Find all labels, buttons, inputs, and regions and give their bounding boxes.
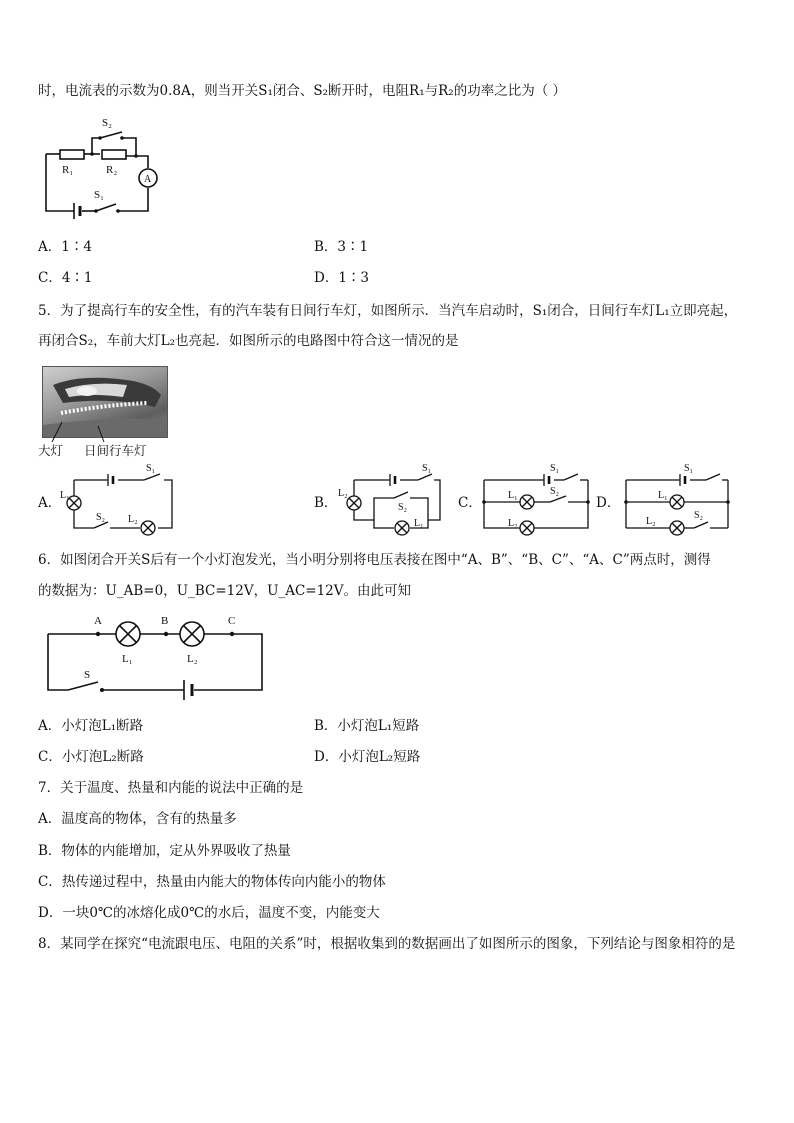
q6-option-c[interactable]: C．小灯泡L₂断路: [38, 749, 144, 765]
q4-circuit-figure: [40, 112, 170, 217]
q7-stem: 7．关于温度、热量和内能的说法中正确的是: [38, 780, 304, 796]
q6-stem-line2: 的数据为：U_AB=0，U_BC=12V，U_AC=12V。由此可知: [38, 583, 412, 599]
q5-stem-line1: 5．为了提高行车的安全性，有的汽车装有日间行车灯，如图所示．当汽车启动时，S₁闭合，日间行车灯L₁立即亮起，: [38, 303, 738, 319]
q5-option-c[interactable]: C．: [458, 495, 482, 511]
q6-label-l1: L₁: [122, 653, 133, 665]
q5d-s1: S₁: [684, 463, 694, 474]
q5b-l1: L₁: [414, 518, 424, 529]
q5-circuit-d: [622, 462, 742, 534]
q4-label-s1: S₁: [94, 189, 104, 201]
label-daytime-light: 日间行车灯: [84, 443, 147, 458]
q6-label-s: S: [84, 669, 91, 681]
q5c-s1: S₁: [550, 463, 560, 474]
q5a-s2: S₂: [96, 512, 106, 523]
q5c-s2: S₂: [550, 486, 560, 497]
q7-option-a[interactable]: A．温度高的物体，含有的热量多: [38, 811, 237, 827]
q5b-l2: L₂: [338, 488, 348, 499]
q7-option-c[interactable]: C．热传递过程中，热量由内能大的物体传向内能小的物体: [38, 874, 386, 890]
q6-point-a: A: [94, 615, 102, 627]
q5-circuit-a: [60, 462, 180, 534]
q6-option-a[interactable]: A．小灯泡L₁断路: [38, 718, 144, 734]
q5c-l2: L₂: [508, 518, 518, 529]
q5-option-a[interactable]: A．: [38, 495, 62, 511]
q6-circuit-figure: [40, 614, 270, 696]
q6-point-c: C: [228, 615, 236, 627]
q5-option-d[interactable]: D．: [596, 495, 621, 511]
q4-label-r2: R₂: [106, 164, 118, 176]
q5a-l1: L₁: [60, 490, 70, 501]
q4-label-s2: S₂: [102, 117, 112, 129]
q6-stem-line1: 6．如图闭合开关S后有一个小灯泡发光，当小明分别将电压表接在图中“A、B”、“B、C”、“A、C”两点时，测得: [38, 552, 711, 568]
q4-stem: 时，电流表的示数为0.8A，则当开关S₁闭合、S₂断开时，电阻R₁与R₂的功率之比为（ ）: [38, 83, 566, 99]
q5d-l1: L₁: [658, 490, 668, 501]
q6-point-b: B: [161, 615, 169, 627]
q5-stem-line2: 再闭合S₂，车前大灯L₂也亮起．如图所示的电路图中符合这一情况的是: [38, 333, 459, 349]
q5b-s1: S₁: [422, 463, 432, 474]
q6-option-d[interactable]: D．小灯泡L₂短路: [314, 749, 421, 765]
q5a-l2: L₂: [128, 514, 138, 525]
q7-option-d[interactable]: D．一块0℃的冰熔化成0℃的水后，温度不变，内能变大: [38, 905, 380, 921]
q7-option-b[interactable]: B．物体的内能增加，定从外界吸收了热量: [38, 843, 291, 859]
label-headlight: 大灯: [38, 443, 64, 458]
q5-option-b[interactable]: B．: [314, 495, 338, 511]
q4-label-meter: A: [144, 174, 152, 185]
q8-stem: 8．某同学在探究“电流跟电压、电阻的关系”时，根据收集到的数据画出了如图所示的图象，下列结论与图象相符的是: [38, 936, 736, 952]
q4-option-b[interactable]: B．3∶1: [314, 239, 369, 255]
q4-option-a[interactable]: A．1∶4: [38, 239, 92, 255]
q5-circuit-c: [480, 462, 600, 534]
q4-label-r1: R₁: [62, 164, 74, 176]
q5d-l2: L₂: [646, 516, 656, 527]
q5c-l1: L₁: [508, 490, 518, 501]
q5d-s2: S₂: [694, 510, 704, 521]
q5-circuit-b: [336, 462, 456, 534]
q6-option-b[interactable]: B．小灯泡L₁短路: [314, 718, 420, 734]
q6-label-l2: L₂: [187, 653, 198, 665]
q4-option-c[interactable]: C．4∶1: [38, 270, 93, 286]
q5b-s2: S₂: [398, 502, 408, 513]
q4-option-d[interactable]: D．1∶3: [314, 270, 370, 286]
q5a-s1: S₁: [146, 463, 156, 474]
